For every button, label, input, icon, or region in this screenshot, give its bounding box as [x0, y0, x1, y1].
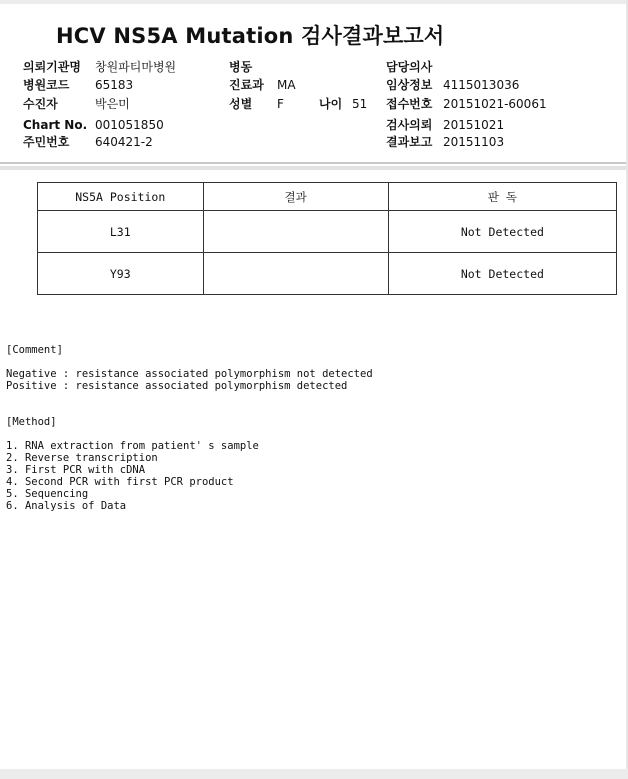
report-title: HCV NS5A Mutation 검사결과보고서: [56, 24, 445, 48]
table-row: [38, 253, 617, 295]
method-step: 3. First PCR with cDNA: [6, 464, 146, 476]
column-header-result: 결과: [203, 183, 388, 211]
results-table: [37, 182, 617, 295]
receipt-number-value: 20151021-60061: [443, 97, 547, 111]
institution-label: 의뢰기관명: [23, 60, 81, 74]
recipient-label: 수진자: [23, 97, 58, 111]
clinical-info-value: 4115013036: [443, 78, 520, 92]
resident-id-value: 640421-2: [95, 135, 153, 149]
chart-number-label: Chart No.: [23, 118, 88, 132]
method-step: 2. Reverse transcription: [6, 452, 158, 464]
table-row: [38, 211, 617, 253]
position-cell: L31: [38, 211, 204, 253]
comment-heading: [Comment]: [6, 344, 63, 356]
institution-value: 창원파티마병원: [95, 60, 177, 74]
age-value: 51: [352, 97, 368, 111]
age-label: 나이: [319, 97, 343, 111]
header-divider-shadow: [0, 166, 626, 170]
column-header-position: NS5A Position: [38, 183, 204, 211]
test-request-label: 검사의뢰: [386, 118, 433, 132]
sex-value: F: [277, 97, 284, 111]
recipient-value: 박은미: [95, 97, 130, 111]
result-cell: [203, 211, 388, 253]
interpretation-cell: Not Detected: [388, 211, 616, 253]
attending-doctor-label: 담당의사: [386, 60, 433, 74]
receipt-number-label: 접수번호: [386, 97, 433, 111]
method-step: 4. Second PCR with first PCR product: [6, 476, 234, 488]
result-report-label: 결과보고: [386, 135, 433, 149]
column-header-interpretation: 판 독: [388, 183, 616, 211]
chart-number-value: 001051850: [95, 118, 164, 132]
bottom-border: [0, 769, 628, 779]
method-step: 1. RNA extraction from patient' s sample: [6, 440, 259, 452]
top-border: [0, 0, 628, 4]
test-request-value: 20151021: [443, 118, 505, 132]
position-cell: Y93: [38, 253, 204, 295]
result-report-value: 20151103: [443, 135, 505, 149]
sex-label: 성별: [229, 97, 253, 111]
table-header-row: [38, 183, 617, 211]
result-cell: [203, 253, 388, 295]
hospital-code-value: 65183: [95, 78, 134, 92]
method-heading: [Method]: [6, 416, 57, 428]
department-label: 진료과: [229, 78, 264, 92]
header-divider: [0, 162, 626, 164]
method-step: 6. Analysis of Data: [6, 500, 127, 512]
method-step: 5. Sequencing: [6, 488, 89, 500]
comment-line: Negative : resistance associated polymorphism not detected: [6, 368, 373, 380]
resident-id-label: 주민번호: [23, 135, 70, 149]
interpretation-cell: Not Detected: [388, 253, 616, 295]
clinical-info-label: 임상정보: [386, 78, 433, 92]
ward-label: 병동: [229, 60, 253, 74]
hospital-code-label: 병원코드: [23, 78, 70, 92]
comment-line: Positive : resistance associated polymorphism detected: [6, 380, 348, 392]
department-value: MA: [277, 78, 296, 92]
